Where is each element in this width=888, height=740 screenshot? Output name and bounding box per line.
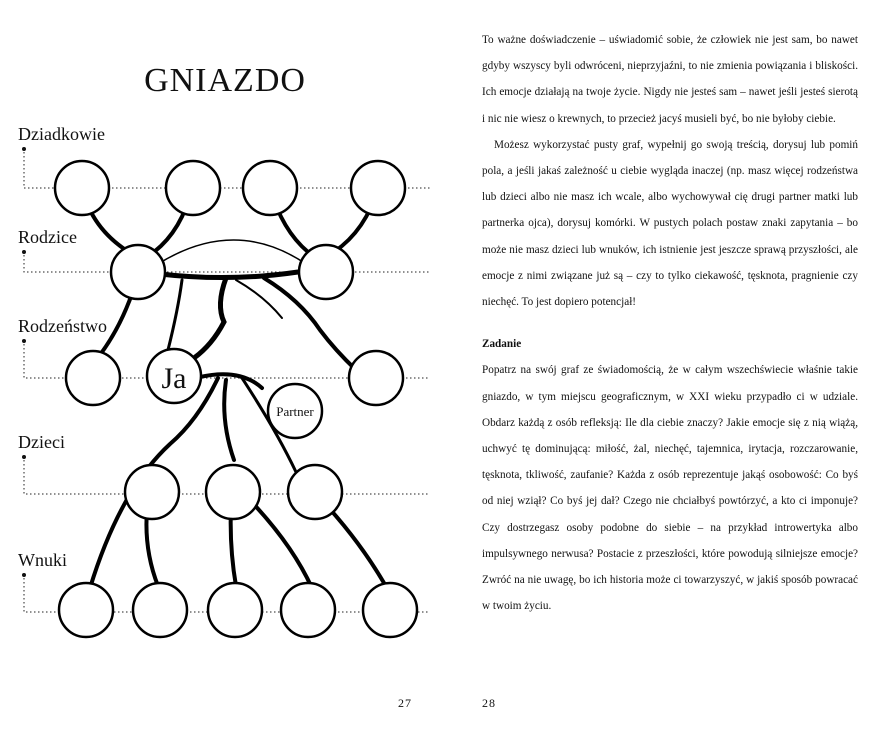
- paragraph-1: To ważne doświadczenie – uświadomić sobie, że człowiek nie jest sam, bo nawet gdyby wszyscy byli odwróceni, nieprzyjaźni, to nie zmienia powiązania i bliskości. Ich emocje działają na twoje życie. Nigdy nie jesteś sam – nawet jeśli jesteś sierotą i nic nie wiesz o krewnych, to przecież jacyś musieli być, bo nie byłoby ciebie.: [482, 34, 858, 125]
- grandparent-circle-4: [351, 161, 405, 215]
- grandchild-circle-5: [363, 583, 417, 637]
- parent-circle-1: [111, 245, 165, 299]
- grandchild-circle-4: [281, 583, 335, 637]
- level-label-siblings: Rodzeństwo: [18, 316, 107, 336]
- family-tree-diagram: [0, 0, 444, 690]
- grandparent-circle-1: [55, 161, 109, 215]
- page-number-right: 28: [482, 696, 496, 710]
- level-label-children: Dzieci: [18, 432, 65, 452]
- level-label-grandchildren: Wnuki: [18, 550, 67, 570]
- parent-circle-2: [299, 245, 353, 299]
- grandchild-circle-2: [133, 583, 187, 637]
- person-nodes: [55, 161, 417, 637]
- right-page-text: [482, 27, 858, 619]
- child-circle-2: [206, 465, 260, 519]
- child-circle-3: [288, 465, 342, 519]
- level-label-parents: Rodzice: [18, 227, 77, 247]
- sibling-circle-2: [349, 351, 403, 405]
- level-label-grandparents: Dziadkowie: [18, 124, 105, 144]
- me-label: Ja: [161, 362, 187, 395]
- grandparent-circle-2: [166, 161, 220, 215]
- paragraph-3: Popatrz na swój graf ze świadomością, że w całym wszechświecie właśnie takie gniazdo, w tym miejscu geograficznym, w XXI wieku przypadło ci w udziale. Obdarz każdą z osób refleksją: Ile dla ciebie znaczy? Jakie emocje się z nią wiążą, uchwyć tę dominującą: miłość, żal, niechęć, tajemnica, irytacja, rozczarowanie, tęsknota, tkliwość, zaufanie? Każda z osób reprezentuje jakąś osobowość: Co byś od niej wziął? Co byś jej dał? Czego nie chciałbyś powtórzyć, a kto ci imponuje? Czy dostrzegasz osoby podobne do siebie – na przykład introwertyka albo impulsywnego nerwusa? Postacie z przeszłości, które powodują silniejsze emocje? Zwróć na nie uwagę, bo ich historia może ci towarzyszyć, w jakiś sposób powracać w twoim życiu.: [482, 364, 858, 613]
- partner-label: Partner: [276, 404, 314, 419]
- paragraph-2: Możesz wykorzystać pusty graf, wypełnij go swoją treścią, dorysuj lub pomiń pola, a jeśli jakaś zależność u ciebie wygląda inaczej (np. masz więcej rodzeństwa lub dzieci albo nie masz ich wcale, albo wychowywał cię drugi partner matki lub partnerka ojca), dorysuj komórki. W pustych polach postaw znaki zapytania – bo może nie masz dzieci lub wnuków, ich istnienie jest jeszcze sprawą przyszłości, ale emocje z nimi związane już są – czy to tylko ciekawość, tęsknota, pragnienie czy niechęć. To jest dopiero potencjał!: [482, 138, 858, 309]
- task-heading: Zadanie: [482, 338, 522, 351]
- grandparent-circle-3: [243, 161, 297, 215]
- grandchild-circle-1: [59, 583, 113, 637]
- grandchild-circle-3: [208, 583, 262, 637]
- level-markers: [22, 147, 26, 577]
- child-circle-1: [125, 465, 179, 519]
- sibling-circle-1: [66, 351, 120, 405]
- page-title: GNIAZDO: [144, 62, 306, 99]
- page-number-left: 27: [398, 696, 412, 710]
